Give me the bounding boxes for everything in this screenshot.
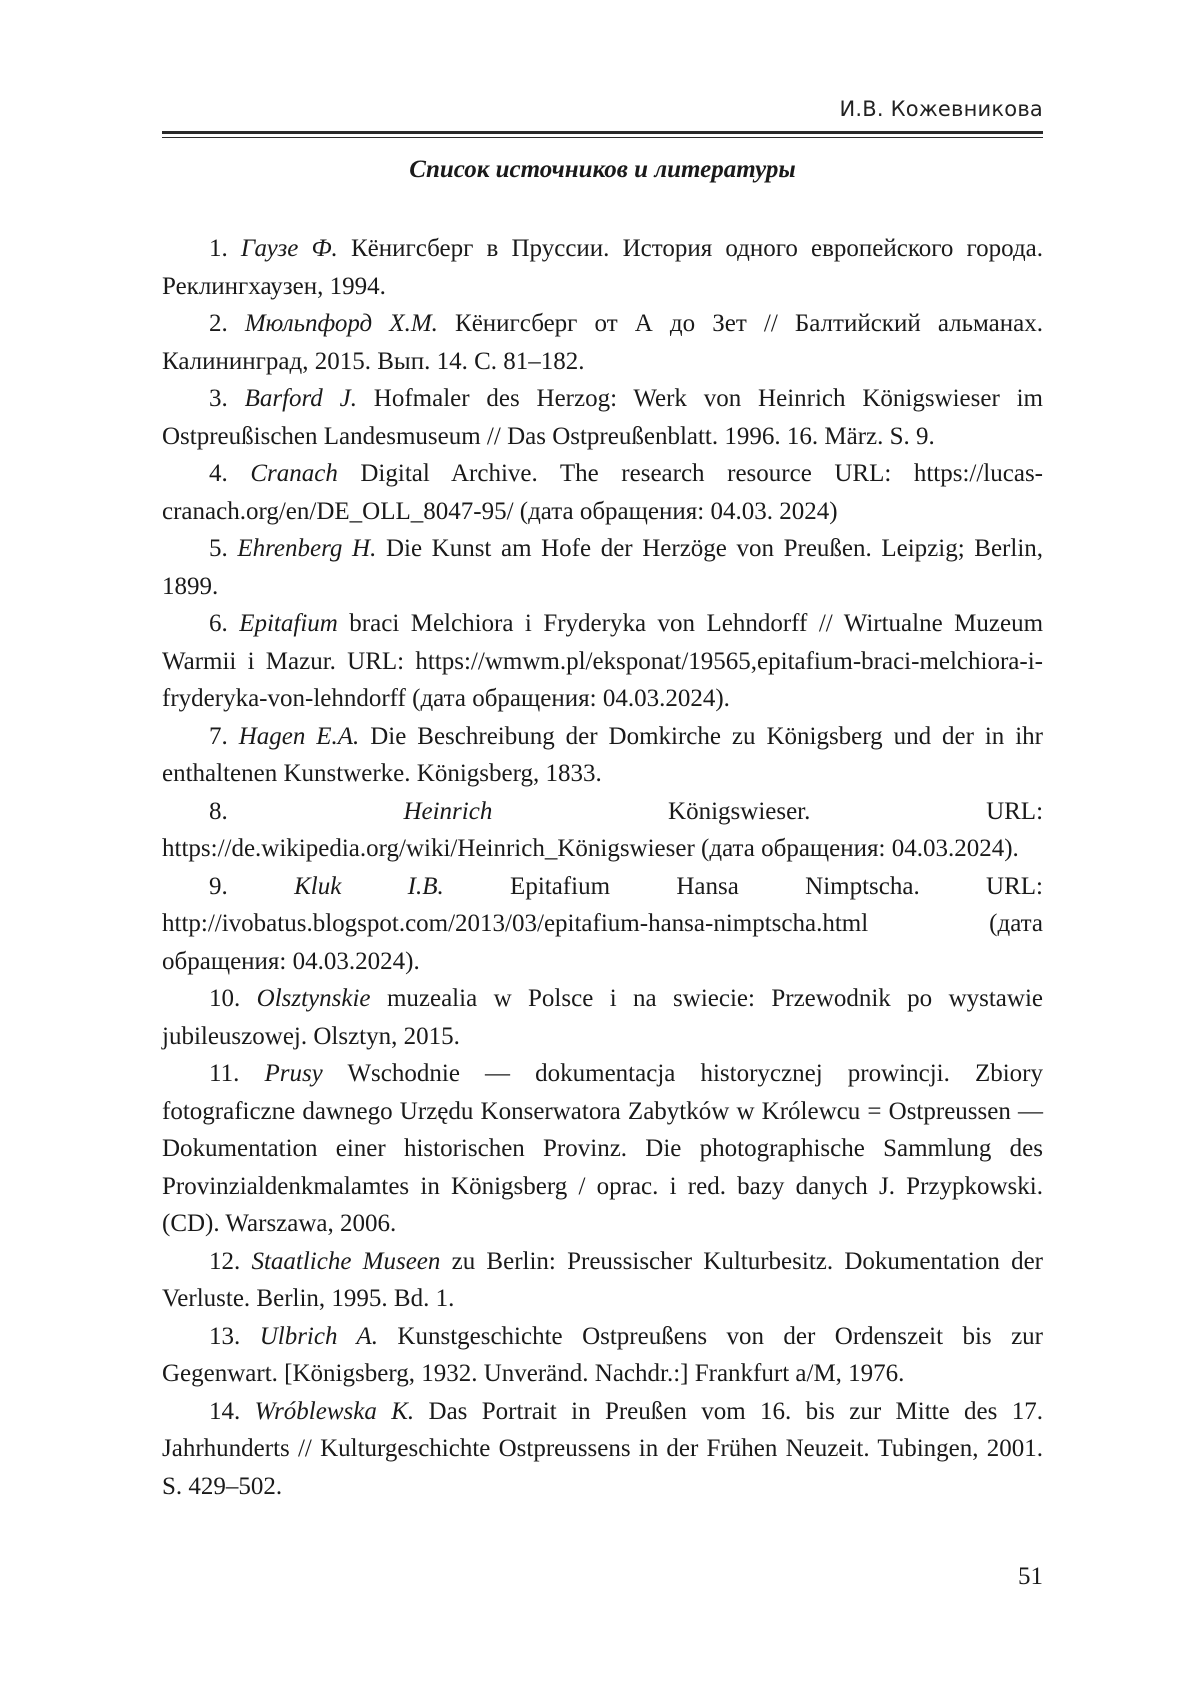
reference-number: 11. <box>209 1060 240 1087</box>
reference-author: Staatliche Museen <box>251 1247 441 1275</box>
reference-number: 2. <box>209 310 228 337</box>
reference-number: 3. <box>209 385 228 412</box>
reference-item <box>162 793 1043 868</box>
reference-text: Кёнигсберг в Пруссии. История одного европейского города. Реклингхаузен, 1994. <box>162 235 1044 300</box>
reference-item <box>162 718 1043 793</box>
reference-item <box>162 455 1043 530</box>
header-rule-thin <box>162 137 1043 138</box>
reference-item <box>162 1243 1043 1318</box>
reference-text: Hofmaler des Herzog: Werk von Heinrich Königswieser im Ostpreußischen Landesmuseum // Das Ostpreußenblatt. 1996. 16. März. S. 9. <box>162 385 1043 450</box>
reference-text: zu Berlin: Preussischer Kulturbesitz. Dokumentation der Verluste. Berlin, 1995. Bd. 1. <box>162 1247 1043 1312</box>
reference-author: Ehrenberg H. <box>237 535 377 562</box>
reference-number: 5. <box>209 535 228 562</box>
reference-author: Olsztynskie <box>256 985 371 1012</box>
reference-author: Hagen E.A. <box>238 722 360 750</box>
reference-item <box>162 980 1043 1055</box>
reference-item <box>162 1393 1043 1506</box>
reference-text: Epitafium Hansa Nimptscha. URL: http://ivobatus.blogspot.com/2013/03/epitafium-hansa-nimptscha.html (дата обращения: 04.03.2024). <box>162 872 1043 975</box>
reference-number: 7. <box>209 722 228 750</box>
reference-number: 10. <box>209 985 241 1012</box>
reference-author: Гаузе Ф. <box>240 235 338 262</box>
reference-author: Wróblewska K. <box>254 1397 415 1425</box>
reference-text: Wschodnie — dokumentacja historycznej prowincji. Zbiory fotograficzne dawnego Urzędu Konserwatora Zabytków w Królewcu = Ostpreussen — Dokumentation einer historischen Provinz. Die photographische Sammlung des Provinzialdenkmalamtes in Königsberg / oprac. i red. bazy danych J. Przypkowski. (CD). Warszawa, 2006. <box>162 1060 1043 1237</box>
reference-text: Die Kunst am Hofe der Herzöge von Preußen. Leipzig; Berlin, 1899. <box>162 535 1044 600</box>
reference-list <box>162 230 1043 1505</box>
reference-text: Kunstgeschichte Ostpreußens von der Ordenszeit bis zur Gegenwart. [Königsberg, 1932. Unveränd. Nachdr.:] Frankfurt a/M, 1976. <box>162 1322 1044 1387</box>
reference-author: Ulbrich A. <box>259 1322 378 1350</box>
reference-item <box>162 230 1043 305</box>
reference-number: 14. <box>209 1397 241 1425</box>
reference-number: 12. <box>209 1247 241 1275</box>
reference-author: Heinrich <box>403 797 493 825</box>
reference-text: Die Beschreibung der Domkirche zu Königsberg und der in ihr enthaltenen Kunstwerke. Königsberg, 1833. <box>162 722 1043 787</box>
reference-text: Кёнигсберг от А до Зет // Балтийский альманах. Калининград, 2015. Вып. 14. С. 81–182. <box>162 310 1043 375</box>
reference-text: Digital Archive. The research resource URL: https://lucas-cranach.org/en/DE_OLL_8047-95/ (дата обращения: 04.03. 2024) <box>162 460 1044 525</box>
header-rule-thick <box>162 131 1043 134</box>
reference-item <box>162 1055 1043 1243</box>
reference-text: muzealia w Polsce i na swiecie: Przewodnik po wystawie jubileuszowej. Olsztyn, 2015. <box>162 985 1044 1050</box>
reference-item <box>162 605 1043 718</box>
reference-number: 6. <box>209 610 228 637</box>
reference-item <box>162 305 1043 380</box>
reference-author: Epitafium <box>239 610 338 637</box>
page-number: 51 <box>1018 1563 1043 1590</box>
reference-author: Мюльпфорд Х.М. <box>244 310 438 337</box>
reference-author: Cranach <box>250 460 338 487</box>
reference-text: braci Melchiora i Fryderyka von Lehndorff // Wirtualne Muzeum Warmii i Mazur. URL: https://wmwm.pl/eksponat/19565,epitafium-braci-melchiora-i-fryderyka-von-lehndorff (дата обращения: 04.03.2024). <box>162 610 1044 712</box>
reference-number: 9. <box>209 872 228 900</box>
reference-author: Barford J. <box>244 385 357 412</box>
reference-item <box>162 868 1043 981</box>
reference-number: 1. <box>209 235 228 262</box>
reference-text: Das Portrait in Preußen vom 16. bis zur Mitte des 17. Jahrhunderts // Kulturgeschichte Ostpreussens in der Frühen Neuzeit. Tubingen, 2001. S. 429–502. <box>162 1397 1043 1500</box>
reference-text: Königswieser. URL: https://de.wikipedia.org/wiki/Heinrich_Königswieser (дата обращения: 04.03.2024). <box>162 797 1044 862</box>
reference-number: 8. <box>209 797 228 825</box>
reference-author: Kluk I.B. <box>294 872 444 900</box>
reference-author: Prusy <box>264 1060 323 1087</box>
reference-item <box>162 380 1043 455</box>
reference-item <box>162 530 1043 605</box>
section-title: Список источников и литературы <box>409 156 796 183</box>
reference-item <box>162 1318 1043 1393</box>
running-head-author: И.В. Кожевникова <box>839 97 1043 121</box>
reference-number: 13. <box>209 1322 241 1350</box>
reference-number: 4. <box>209 460 228 487</box>
